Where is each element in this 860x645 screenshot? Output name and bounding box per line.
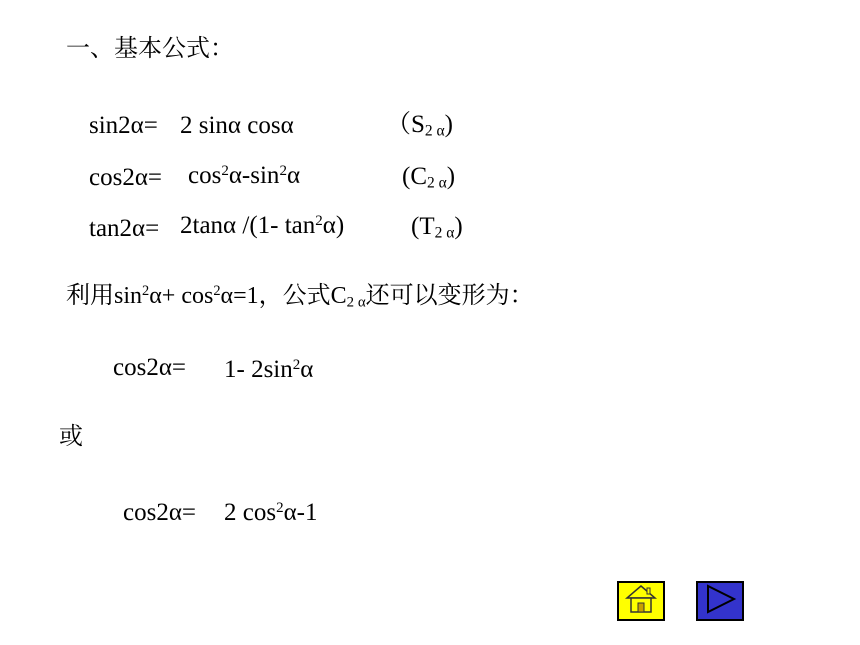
or-text: 或: [59, 422, 83, 450]
next-slide-button[interactable]: [696, 581, 744, 621]
home-button[interactable]: [617, 581, 665, 621]
formula-cos2a-tag: $(C_{2 \alpha})$: [402, 163, 456, 192]
alt-form-1-rhs: 1- $2\sin^2\alpha$: [224, 356, 314, 383]
alt-form-1-lhs: cos2α=: [113, 354, 187, 381]
formula-tan2a-lhs: tan2α=: [89, 215, 160, 242]
home-icon: [624, 583, 658, 620]
alt-form-2-rhs: 2 $\cos^2\alpha-1$: [224, 499, 318, 526]
formula-cos2a-rhs: $\cos^2\alpha-\sin^2\alpha$: [188, 162, 301, 189]
formula-tan2a-tag: $(T_{2 \alpha})$: [411, 213, 463, 242]
formula-sin2a-tag: $(S_{2 \alpha})$: [386, 111, 453, 140]
formula-sin2a-rhs: 2 sinα cosα: [180, 112, 294, 139]
formula-cos2a-lhs: cos2α=: [89, 164, 163, 191]
alt-form-2-lhs: cos2α=: [123, 499, 197, 526]
play-right-icon: [702, 583, 738, 620]
formula-sin2a-lhs: sin2α=: [89, 112, 158, 139]
section-heading: 一、基本公式：: [66, 34, 234, 62]
transform-sentence: 利用$\sin^2\alpha+ \cos^2\alpha=1$，公式$C_{2 \alpha}$还可以变形为：: [66, 283, 534, 311]
formula-tan2a-rhs: 2tanα /(1- $\tan^2\alpha$): [180, 212, 345, 239]
